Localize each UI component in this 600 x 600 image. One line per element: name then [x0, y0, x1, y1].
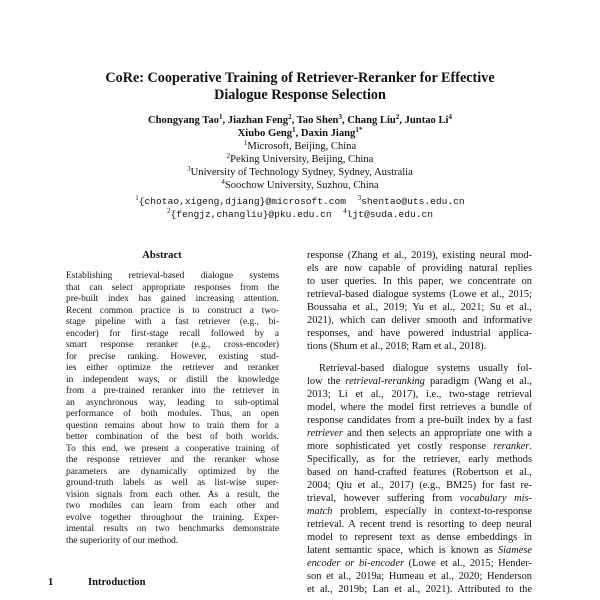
body-line	[307, 492, 532, 505]
body-line: 2021), which can deliver smooth and informative	[307, 315, 532, 326]
body-text: more sophisticated yet costly response	[307, 441, 494, 452]
author-name: Xiubo Geng	[237, 128, 293, 139]
author-sup: 1	[218, 113, 223, 121]
affiliation-1	[0, 140, 600, 153]
emphasis-text: match	[307, 506, 333, 517]
emphasis-text: Siamese	[497, 545, 532, 556]
body-text: trieval, however suffering from	[307, 493, 460, 504]
affiliation-sup: 1	[243, 139, 248, 147]
author-sup: 2	[395, 113, 400, 121]
author-sup: 1	[292, 126, 296, 134]
author-name: Chang Liu	[347, 115, 396, 126]
affiliation-3	[0, 166, 600, 179]
email-address[interactable]: {fengjz,changliu}@pku.edu.cn	[170, 209, 332, 220]
body-line: tions (Shum et al., 2018; Ram et al., 2018).	[307, 341, 487, 352]
body-line: model to represent text as dense embeddings in	[307, 532, 532, 543]
affiliation-text: University of Technology Sydney, Sydney, Australia	[190, 167, 413, 178]
body-line: based on hand-crafted features (Robertson et al.,	[307, 467, 532, 478]
author-sup: 2	[288, 113, 292, 121]
abstract-line: parameters are dynamically optimized by the	[66, 466, 279, 477]
abstract-line: from a pre-trained reranker into the retriever in	[66, 386, 279, 396]
body-line: responses, and have powered industrial applica-	[307, 328, 532, 339]
body-line: response candidates from a pre-built index by a fast	[307, 415, 532, 426]
emphasis-text: encoder or bi-encoder	[307, 558, 404, 569]
abstract-line: ground-truth labels as well as list-wise super-	[66, 478, 279, 488]
abstract-line: evolve together throughout the training. Exper-	[66, 512, 279, 523]
body-line	[307, 505, 532, 518]
abstract-line: Recent common practice is to construct a two-	[66, 305, 279, 316]
abstract-line: smart response reranker (e.g., cross-encoder)	[66, 340, 279, 350]
body-line: retrieval-based dialogue systems (Lowe et al., 2015;	[307, 289, 532, 300]
author-name: Daxin Jiang	[300, 128, 356, 139]
abstract-line: in independent ways, or distill the knowledge	[66, 374, 279, 385]
body-line: 2013; Li et al., 2017), i.e., two-stage retrieval	[307, 389, 532, 400]
email-address[interactable]: ljt@suda.edu.cn	[346, 209, 434, 220]
abstract-line: better combination of the best of both worlds.	[66, 432, 279, 442]
author-name: Juntao Li	[404, 115, 449, 126]
abstract-line: question remains about how to train them for a	[66, 420, 279, 431]
body-line	[307, 375, 532, 388]
body-line: retrieval. A recent trend is resorting to deep neural	[307, 519, 532, 530]
body-line: els are now capable of providing natural replies	[307, 263, 532, 274]
paper-title-line-2: Dialogue Response Selection	[214, 87, 386, 103]
email-sup: 4	[343, 207, 347, 215]
body-line: to user queries. In this paper, we concentrate on	[307, 276, 532, 287]
abstract-line: stage pipeline with a fast retriever (e.g., bi-	[66, 317, 279, 327]
body-line: model, where the model first retrieves a bundle of	[307, 402, 532, 413]
author-name: Chongyang Tao	[148, 115, 219, 126]
body-line	[307, 544, 532, 557]
affiliation-2	[0, 153, 600, 166]
body-line: son et al., 2019a; Humeau et al., 2020; Henderson	[307, 571, 532, 582]
body-text: latent semantic space, which is known as	[307, 545, 498, 556]
affiliation-sup: 4	[221, 178, 225, 186]
body-text: (Lowe et al., 2015; Hender-	[403, 558, 532, 569]
abstract-line: the superiority of our method.	[66, 535, 179, 546]
author-name: Jiazhan Feng	[227, 115, 289, 126]
body-line	[307, 427, 532, 440]
abstract-line: the response retriever and the reranker whose	[66, 455, 279, 465]
body-line: Retrieval-based dialogue systems usually fol-	[319, 363, 532, 374]
abstract-line: To this end, we present a cooperative training of	[66, 443, 279, 454]
abstract-line: ies either optimize the retriever and reranker	[66, 363, 279, 373]
email-sup: 3	[357, 194, 362, 202]
emphasis-text: retriever	[307, 428, 343, 439]
abstract-line: imental results on two benchmarks demonstrate	[66, 524, 279, 534]
email-address[interactable]: {chotao,xigeng,djiang}@microsoft.com	[138, 196, 347, 207]
section-number: 1	[48, 577, 54, 588]
abstract-line: two modules can learn from each other and	[66, 501, 279, 511]
body-line: response (Zhang et al., 2019), existing neural mod-	[307, 250, 532, 261]
body-line: 2004; Qiu et al., 2017) (e.g., BM25) for fast re-	[307, 480, 532, 491]
author-sup: 3	[338, 113, 342, 121]
paper-title-line-1: CoRe: Cooperative Training of Retriever-Reranker for Effective	[105, 70, 495, 86]
body-text: .	[529, 441, 532, 452]
abstract-line: for precise ranking. However, existing stud-	[66, 351, 279, 362]
section-heading-introduction	[48, 577, 146, 588]
body-line: et al., 2019b; Lan et al., 2021). Attributed to the	[307, 584, 532, 595]
email-line-2	[0, 208, 600, 221]
emphasis-text: reranker	[493, 441, 530, 452]
abstract-heading: Abstract	[142, 250, 182, 261]
body-line	[307, 440, 532, 453]
author-sup: 1*	[355, 126, 363, 134]
affiliation-4	[0, 179, 600, 192]
section-title: Introduction	[88, 577, 146, 588]
affiliation-text: Microsoft, Beijing, China	[247, 141, 357, 152]
body-line	[307, 557, 532, 570]
affiliation-sup: 3	[187, 165, 191, 173]
author-line-2: Xiubo Geng$^1$, Daxin Jiang$^{1*}$	[237, 126, 363, 139]
abstract-line: vision signals from each other. As a result, the	[66, 489, 279, 500]
affiliation-text: Soochow University, Suzhou, China	[224, 180, 379, 191]
email-sup: 2	[166, 207, 171, 215]
abstract-line: Establishing retrieval-based dialogue systems	[66, 271, 279, 281]
body-line: Boussaha et al., 2019; Yu et al., 2021; Su et al.,	[307, 302, 532, 313]
emphasis-text: vocabulary mis-	[459, 493, 532, 504]
body-text: and then selects an appropriate one with a	[342, 428, 532, 439]
abstract-line: that can select appropriate responses from the	[66, 282, 279, 293]
emphasis-text: retrieval-reranking	[345, 376, 425, 387]
author-sup: 4	[448, 113, 452, 121]
email-address[interactable]: shentao@uts.edu.cn	[361, 196, 465, 207]
abstract-line: performance of both modules. Thus, an open	[66, 409, 279, 419]
body-line: Specifically, as for the retriever, early methods	[307, 454, 532, 465]
author-line-1: Chongyang Tao$^1$, Jiazhan Feng$^2$, Tao Shen$^3$, Chang Liu$^2$, Juntao Li$^4$	[148, 113, 452, 126]
abstract-line: an asynchronous way, leading to sub-optimal	[66, 397, 279, 408]
author-name: Tao Shen	[296, 115, 339, 126]
body-text: low the	[307, 376, 346, 387]
affiliation-sup: 2	[226, 152, 231, 160]
body-text: paradigm (Wang et al.,	[424, 376, 532, 387]
affiliation-text: Peking University, Beijing, China	[230, 154, 374, 165]
email-sup: 1	[135, 194, 139, 202]
abstract-line: encoder) for first-stage recall followed by a	[66, 328, 279, 339]
abstract-line: pre-built index has gained increasing attention.	[66, 294, 279, 304]
body-text: problem, especially in context-to-response	[332, 506, 532, 517]
email-line-1	[0, 195, 600, 208]
